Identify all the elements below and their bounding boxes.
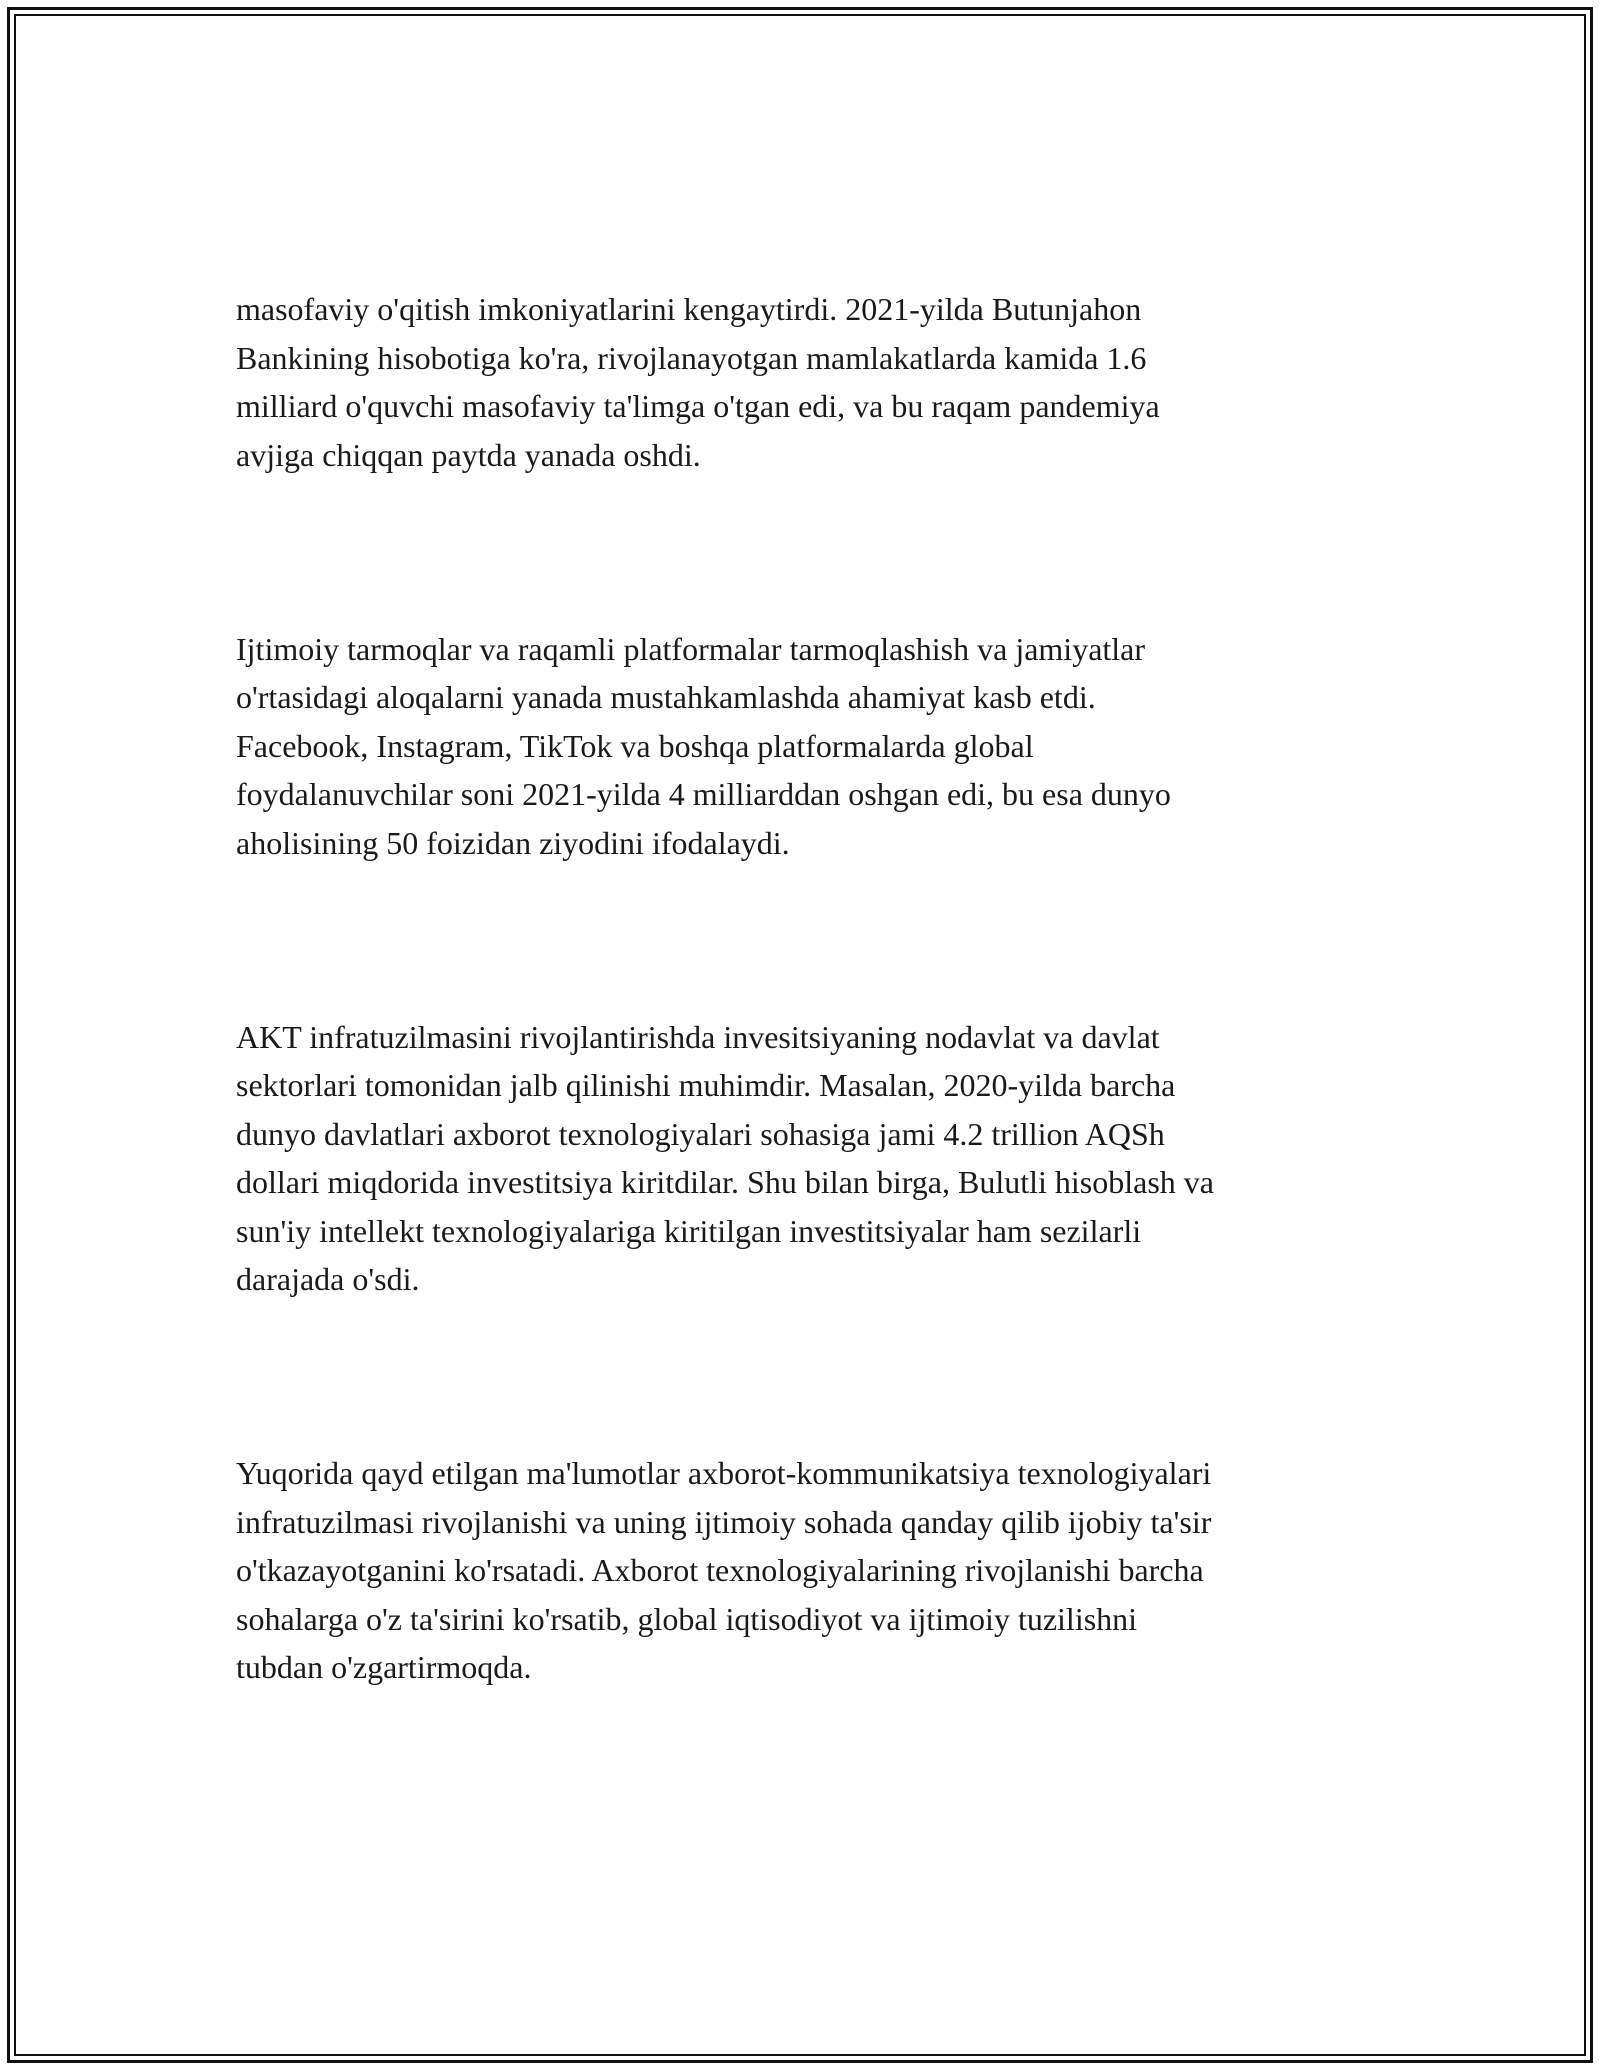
paragraph-ict-investment: AKT infratuzilmasini rivojlantirishda invesitsiyaning nodavlat va davlat sektorlari tomonidan jalb qilinishi muhimdir. Masalan, 2020-yilda barcha dunyo davlatlari axborot texnologiyalari sohasiga jami 4.2 trillion AQSh dollari miqdorida investitsiya kiritdilar. Shu bilan birga, Bulutli hisoblash va sun'iy intellekt texnologiyalariga kiritilgan investitsiyalar ham sezilarli darajada o'sdi. <box>236 1018 1214 1297</box>
paragraph-remote-learning: masofaviy o'qitish imkoniyatlarini kengaytirdi. 2021-yilda Butunjahon Bankining hisobotiga ko'ra, rivojlanayotgan mamlakatlarda kamida 1.6 milliard o'quvchi masofaviy ta'limga o'tgan edi, va bu raqam pandemiya avjiga chiqqan paytda yanada oshdi. <box>236 291 1160 473</box>
paragraph-social-networks: Ijtimoiy tarmoqlar va raqamli platformalar tarmoqlashish va jamiyatlar o'rtasidagi aloqalarni yanada mustahkamlashda ahamiyat kasb etdi. Facebook, Instagram, TikTok va boshqa platformalarda global foydalanuvchilar soni 2021-yilda 4 milliarddan oshgan edi, bu esa dunyo aholisining 50 foizidan ziyodini ifodalaydi. <box>236 630 1171 861</box>
document-body <box>236 188 1376 1789</box>
paragraph-conclusion: Yuqorida qayd etilgan ma'lumotlar axborot-kommunikatsiya texnologiyalari infratuzilmasi rivojlanishi va uning ijtimoiy sohada qanday qilib ijobiy ta'sir o'tkazayotganini ko'rsatadi. Axborot texnologiyalarining rivojlanishi barcha sohalarga o'z ta'sirini ko'rsatib, global iqtisodiyot va ijtimoiy tuzilishni tubdan o'zgartirmoqda. <box>236 1455 1212 1685</box>
